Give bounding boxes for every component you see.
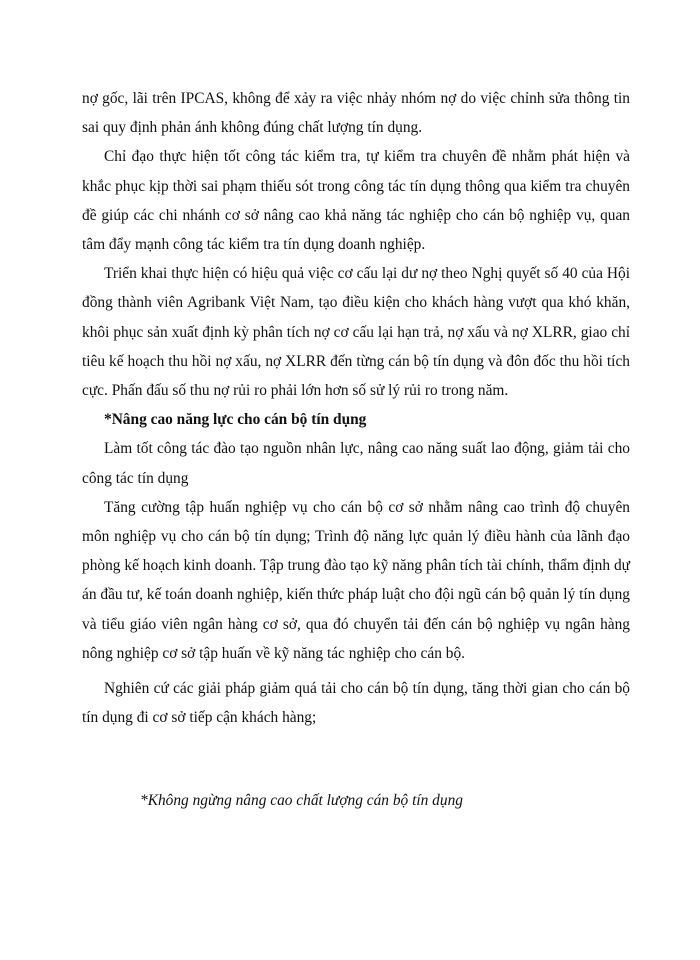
- paragraph-workshops: Tăng cường tập huấn nghiệp vụ cho cán bộ cơ sở nhằm nâng cao trình độ chuyên môn nghiệp vụ cho cán bộ tín dụng; Trình độ năng lực quản lý điều hành của lãnh đạo phòng kế hoạch kinh doanh. Tập trung đào tạo kỹ năng phân tích tài chính, thẩm định dự án đầu tư, kế toán doanh nghiệp, kiến thức pháp luật cho đội ngũ cán bộ quản lý tín dụng và tiểu giáo viên ngân hàng cơ sở, qua đó chuyển tải đến cán bộ nghiệp vụ ngân hàng nông nghiệp cơ sở tập huấn về kỹ năng tác nghiệp cho cán bộ.: [82, 498, 630, 662]
- paragraph-research: Nghiên cứ các giải pháp giảm quá tải cho cán bộ tín dụng, tăng thời gian cho cán bộ tín dụng đi cơ sở tiếp cận khách hàng;: [82, 680, 630, 727]
- paragraph-training: Làm tốt công tác đào tạo nguồn nhân lực, nâng cao năng suất lao động, giảm tải cho công tác tín dụng: [82, 440, 630, 487]
- paragraph-inspection: Chỉ đạo thực hiện tốt công tác kiểm tra, tự kiểm tra chuyên đề nhằm phát hiện và khắc phục kịp thời sai phạm thiếu sót trong công tác tín dụng thông qua kiểm tra chuyên đề giúp các chi nhánh cơ sở nâng cao khả năng tác nghiệp cho cán bộ nghiệp vụ, quan tâm đẩy mạnh công tác kiểm tra tín dụng doanh nghiệp.: [82, 148, 630, 254]
- paragraph-continuation: nợ gốc, lãi trên IPCAS, không để xảy ra việc nhảy nhóm nợ do việc chỉnh sửa thông tin sai quy định phản ánh không đúng chất lượng tín dụng.: [82, 90, 630, 137]
- section-heading-quality: *Không ngừng nâng cao chất lượng cán bộ tín dụng: [140, 792, 463, 809]
- document-body: [82, 84, 630, 732]
- paragraph-debt-restructuring: Triển khai thực hiện có hiệu quả việc cơ cấu lại dư nợ theo Nghị quyết số 40 của Hội đồng thành viên Agribank Việt Nam, tạo điều kiện cho khách hàng vượt qua khó khăn, khôi phục sản xuất định kỳ phân tích nợ cơ cấu lại hạn trả, nợ xấu và nợ XLRR, giao chỉ tiêu kế hoạch thu hồi nợ xấu, nợ XLRR đến từng cán bộ tín dụng và đôn đốc thu hồi tích cực. Phấn đấu số thu nợ rủi ro phải lớn hơn số sử lý rủi ro trong năm.: [82, 265, 630, 400]
- section-heading-capacity: *Nâng cao năng lực cho cán bộ tín dụng: [104, 411, 367, 429]
